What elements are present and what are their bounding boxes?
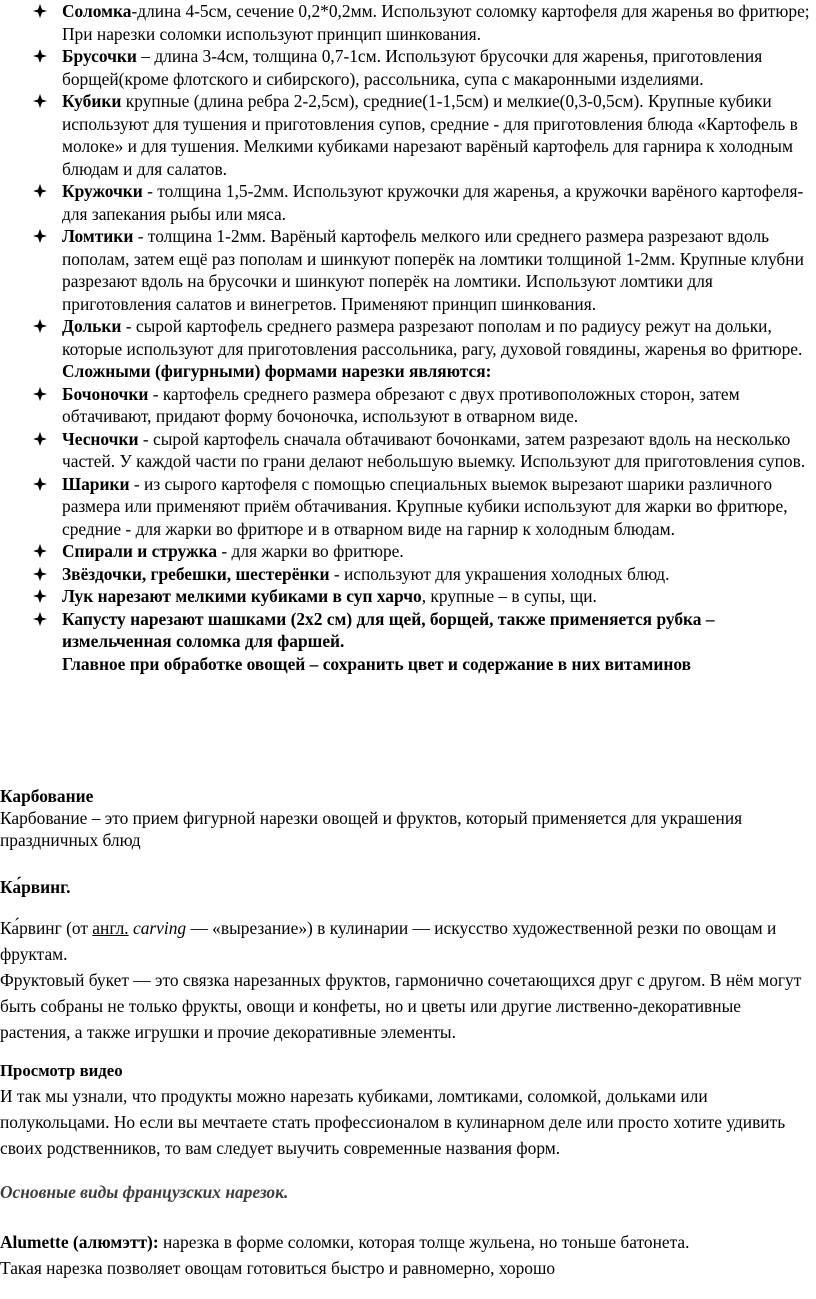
main-point: Главное при обработке овощей – сохранить цвет и содержание в них витаминов: [62, 653, 692, 674]
cut-term: Чесночки: [62, 428, 139, 449]
cut-description: - сырой картофель среднего размера разрезают пополам и по радиусу режут на дольки, которые используют для приготовления рассольника, рагу, духовой говядины, жаренья во фритюре.: [62, 316, 803, 359]
diamond-bullet-icon: [31, 585, 49, 607]
diamond-bullet-icon: [31, 428, 49, 450]
figured-cuts-heading: Сложными (фигурными) формами нарезки являются:: [62, 361, 492, 381]
karving-original-word: carving: [132, 918, 187, 938]
video-heading: Просмотр видео: [0, 1061, 123, 1080]
carving-section: [0, 785, 810, 851]
english-link[interactable]: англ.: [92, 918, 129, 938]
cut-term: Брусочки: [62, 46, 137, 66]
carving-heading: Карбование: [0, 786, 94, 806]
diamond-bullet-icon: [31, 383, 49, 405]
cut-term: Шарики: [62, 473, 130, 494]
list-item: [0, 563, 816, 586]
list-item: [0, 428, 816, 473]
karving-intro-rest: — «вырезание») в кулинарии — искусство художественной резки по овощам и фруктам.: [0, 918, 777, 964]
list-item: [0, 540, 816, 563]
diamond-bullet-icon: [31, 315, 49, 337]
french-cuts-heading: Основные виды французских нарезок.: [0, 1182, 289, 1202]
video-text: И так мы узнали, что продукты можно нарезать кубиками, ломтиками, соломкой, дольками или полукольцами. Но если вы мечтаете стать профессионалом в кулинарном деле или просто хотите удивить своих родственников, то вам следует выучить современные названия форм.: [0, 1086, 786, 1158]
alumette-description: нарезка в форме соломки, которая толще жульена, но тоньше батонета. Такая нарезка позволяет овощам готовиться быстро и равномерно, хорошо: [0, 1232, 690, 1278]
cut-term: Бочоночки: [62, 383, 149, 404]
cut-term: Дольки: [62, 316, 122, 336]
karving-heading: Ка́рвинг.: [0, 877, 71, 897]
list-item: [0, 45, 816, 90]
alumette-paragraph: [0, 1229, 720, 1281]
cut-term: Капусту нарезают шашками (2х2 см) для щей, борщей, также применяется рубка – измельченная соломка для фаршей.: [62, 608, 715, 651]
cut-description: - сырой картофель сначала обтачивают бочонками, затем разрезают вдоль на несколько частей. У каждой части по грани делают небольшую выемку. Используют для приготовления супов.: [62, 428, 806, 471]
cut-description: - из сырого картофеля с помощью специальных выемок вырезают шарики различного размера или применяют приём обтачивания. Крупные кубики используют для жарки во фритюре, средние - для жарки во фритюре и в отварном виде на гарнир к холодным блюдам.: [62, 473, 788, 539]
karving-intro: Ка́рвинг (от: [0, 918, 93, 938]
list-item: [0, 383, 816, 428]
cut-description: - используют для украшения холодных блюд.: [329, 563, 670, 584]
list-item: [0, 225, 816, 315]
cut-description: - картофель среднего размера обрезают с двух противоположных сторон, затем обтачивают, придают форму бочоночка, используют в отварном виде.: [62, 383, 740, 426]
diamond-bullet-icon: [31, 45, 49, 67]
cut-description: - толщина 1-2мм. Варёный картофель мелкого или среднего размера разрезают вдоль пополам, затем ещё раз пополам и шинкуют поперёк на ломтики толщиной 1-2мм. Крупные клубни разрезают вдоль на брусочки и шинкуют поперёк на ломтики. Используют ломтики для приготовления салатов и винегретов. Применяют принцип шинкования.: [62, 226, 804, 314]
diamond-bullet-icon: [31, 0, 49, 22]
cut-term: Ломтики: [62, 226, 134, 246]
cut-description: – длина 3-4см, толщина 0,7-1см. Используют брусочки для жаренья, приготовления борщей(кроме флотского и сибирского), рассольника, супа с макаронными изделиями.: [62, 46, 763, 89]
diamond-bullet-icon: [31, 473, 49, 495]
diamond-bullet-icon: [31, 225, 49, 247]
list-item: [0, 608, 816, 653]
cut-term: Соломка: [62, 1, 132, 21]
diamond-bullet-icon: [31, 540, 49, 562]
diamond-bullet-icon: [31, 563, 49, 585]
list-item: [0, 90, 816, 180]
alumette-term: Alumette (алюмэтт):: [0, 1232, 159, 1252]
karving-section: [0, 915, 810, 1045]
diamond-bullet-icon: [31, 180, 49, 202]
cut-term: Кружочки: [62, 181, 143, 201]
cut-description: крупные (длина ребра 2-2,5см), средние(1-1,5см) и мелкие(0,3-0,5см). Крупные кубики используют для тушения и приготовления супов, средние - для приготовления блюда «Картофель в молоке» и для тушения. Мелкими кубиками нарезают варёный картофель для гарнира к холодным блюдам и для салатов.: [62, 91, 798, 179]
list-item: [0, 473, 816, 541]
list-item: [0, 585, 816, 608]
cut-term: Лук нарезают мелкими кубиками в суп харчо: [62, 586, 422, 606]
cut-term: Спирали и стружка: [62, 541, 218, 561]
diamond-bullet-icon: [31, 608, 49, 630]
list-item: [0, 315, 816, 360]
carving-text: Карбование – это прием фигурной нарезки овощей и фруктов, который применяется для украшения праздничных блюд: [0, 808, 743, 850]
cut-description: - для жарки во фритюре.: [217, 541, 404, 561]
cut-description: - толщина 1,5-2мм. Используют кружочки для жаренья, а кружочки варёного картофеля- для запекания рыбы или мяса.: [62, 181, 804, 224]
cut-term: Звёздочки, гребешки, шестерёнки: [62, 563, 330, 584]
cut-description: , крупные – в супы, щи.: [421, 586, 597, 606]
cut-description: -длина 4-5см, сечение 0,2*0,2мм. Используют соломку картофеля для жаренья во фритюре; При нарезки соломки используют принцип шинкования.: [62, 1, 810, 44]
diamond-bullet-icon: [31, 90, 49, 112]
list-item: [0, 0, 816, 45]
list-item: [0, 180, 816, 225]
fruit-bouquet-text: Фруктовый букет — это связка нарезанных фруктов, гармонично сочетающихся друг с другом. В нём могут быть собраны не только фрукты, овощи и конфеты, но и цветы или другие лиственно-декоративные растения, а также игрушки и прочие декоративные элементы.: [0, 970, 802, 1042]
cut-term: Кубики: [62, 91, 122, 111]
karving-definition: [0, 915, 810, 967]
